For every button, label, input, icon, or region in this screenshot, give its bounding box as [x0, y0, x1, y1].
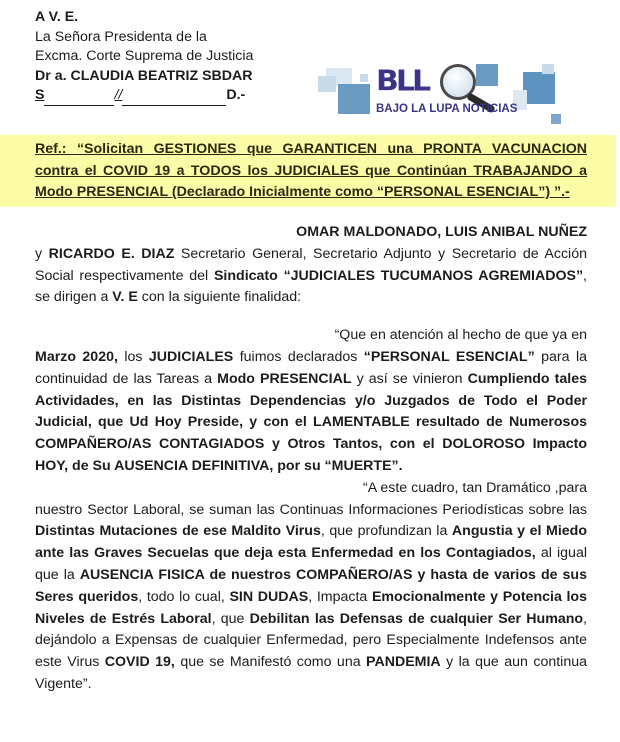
logo-square: [338, 84, 370, 114]
logo-square: [523, 72, 555, 104]
text-run: JUDICIALES: [148, 348, 234, 365]
logo-square: [318, 76, 336, 92]
text-run: V. E: [112, 289, 138, 306]
reference-text: Ref.: “Solicitan GESTIONES que GARANTICEN una PRONTA VACUNACION contra el COVID 19 a TODOS los JUDICIALES que Continúan TRABAJANDO a Modo PRESENCIAL (Declarado Inicialmente como “PERSONAL ESENCIAL”) ”.-: [35, 141, 587, 200]
text-run: , dejándolo a Expensas de cualquier Enfermedad, pero Especialmente Indefensos ante este Virus: [35, 610, 587, 671]
sd-line: [35, 86, 273, 106]
sd-s: S: [35, 87, 45, 103]
signatories-line: OMAR MALDONADO, LUIS ANIBAL NUÑEZ: [296, 224, 587, 240]
text-run: PANDEMIA: [366, 654, 441, 671]
text-run: , que profundizan la: [320, 523, 452, 540]
text-run: y la que aun continua Vigente”.: [35, 654, 587, 692]
addressee-court: Excma. Corte Suprema de Justicia: [35, 48, 254, 64]
text-run: Marzo 2020,: [35, 348, 118, 365]
paragraph2: [35, 500, 587, 696]
intro-paragraph: [35, 244, 587, 309]
logo-name: BAJO LA LUPA NOTICIAS: [376, 103, 518, 115]
text-run: y así se vinieron: [351, 370, 468, 387]
text-run: con la siguiente finalidad:: [137, 289, 302, 306]
addressee-title: La Señora Presidenta de la: [35, 28, 207, 45]
text-run: , que: [211, 610, 250, 627]
text-run: , Impacta: [308, 588, 372, 605]
bajo-la-lupa-logo: [318, 62, 580, 124]
signatory-name: RICARDO E. DIAZ: [48, 245, 175, 262]
sd-underline: [44, 92, 114, 106]
text-run: los: [117, 348, 149, 365]
paragraph2-opening: “A este cuadro, tan Dramático ,para: [363, 479, 587, 496]
text-run: “PERSONAL ESENCIAL”: [363, 348, 535, 365]
text-run: para la continuidad de las Tareas a: [35, 348, 587, 387]
logo-square: [551, 114, 561, 124]
text-run: al igual que la: [35, 545, 587, 583]
letter-body: [35, 222, 587, 696]
text-run: Debilitan las Defensas de cualquier Ser Humano: [249, 610, 584, 627]
text-run: nuestro Sector Laboral, se suman las Continuas Informaciones Periodísticas sobre las: [35, 501, 587, 518]
text-run: Secretario General, Secretario Adjunto y Secretario de Acción Social respectivamente del: [35, 245, 587, 284]
text-run: , todo lo cual,: [138, 588, 230, 605]
text-run: fuimos declarados: [233, 348, 364, 365]
text-run: Distintas Mutaciones de ese Maldito Virus: [35, 523, 321, 540]
union-name: Sindicato “JUDICIALES TUCUMANOS AGREMIADOS”: [213, 267, 584, 284]
logo-square: [360, 74, 368, 82]
text-run: , se dirigen a: [35, 267, 587, 306]
sd-d: D.-: [226, 87, 246, 103]
text-run: Angustia y el Miedo ante las Graves Secuelas que deja esta Enfermedad en los Contagiados,: [35, 523, 587, 562]
paragraph1: [35, 347, 587, 478]
text-run: AUSENCIA FISICA de nuestros COMPAÑERO/AS y hasta de varios de sus Seres queridos: [35, 566, 587, 605]
sd-underline: [122, 92, 226, 106]
text-run: y: [35, 245, 43, 262]
reference-highlight: [0, 135, 616, 207]
addressee-ve: A V. E.: [35, 9, 79, 25]
text-run: SIN DUDAS: [229, 588, 309, 605]
text-run: que se Manifestó como una: [174, 654, 367, 671]
sd-slashes: //: [114, 87, 123, 103]
text-run: Modo PRESENCIAL: [217, 370, 352, 387]
addressee-block: [35, 8, 273, 106]
logo-square: [476, 64, 498, 86]
logo-square: [542, 64, 554, 74]
text-run: Emocionalmente y Potencia los Niveles de Estrés Laboral: [35, 588, 587, 627]
text-run: Cumpliendo tales Actividades, en las Distintas Dependencias y/o Juzgados de Todo el Poder Judicial, que Ud Hoy Preside, y con el LAMENTABLE resultado de Numerosos COMPAÑERO/AS CONTAGIADOS y Otros Tantos, con el DOLOROSO Impacto HOY, de Su AUSENCIA DEFINITIVA, por su “MUERTE”.: [35, 370, 588, 474]
logo-mark: BLL: [376, 64, 429, 99]
addressee-name: Dr a. CLAUDIA BEATRIZ SBDAR: [35, 67, 253, 84]
paragraph1-opening: “Que en atención al hecho de que ya en: [334, 327, 587, 344]
text-run: COVID 19,: [104, 654, 175, 671]
